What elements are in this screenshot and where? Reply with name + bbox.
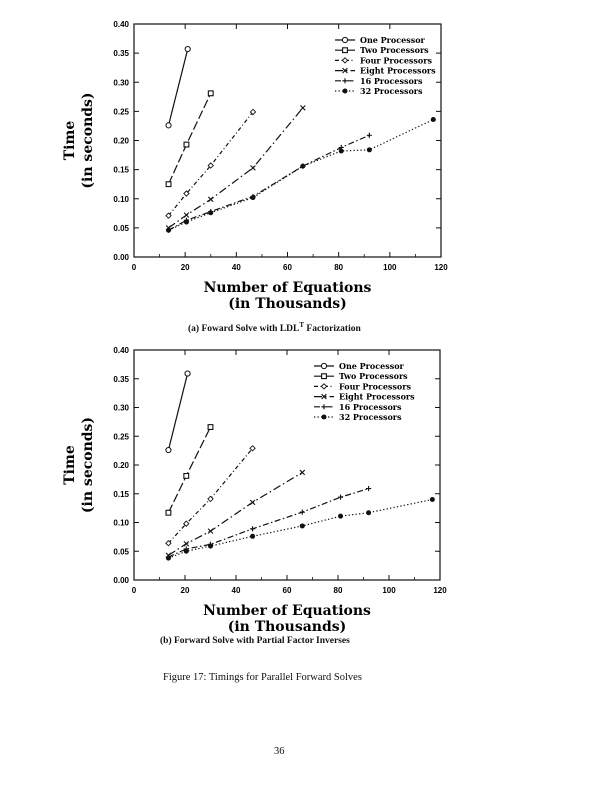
- x-tick-label: 60: [282, 586, 292, 595]
- data-point: [339, 148, 344, 153]
- data-point: [208, 529, 213, 534]
- x-tick-label: 100: [383, 263, 397, 272]
- legend-label: Eight Processors: [339, 391, 415, 402]
- data-point: [300, 510, 305, 515]
- series-line: [168, 472, 302, 555]
- series-line: [168, 374, 187, 450]
- x-tick-label: 40: [231, 263, 241, 272]
- y-tick-label: 0.35: [113, 374, 129, 384]
- y-axis-label: Time: [62, 120, 78, 161]
- data-point: [338, 514, 343, 519]
- data-point: [208, 210, 213, 215]
- chart-a: [62, 20, 448, 312]
- caption-a-superscript: T: [299, 321, 305, 329]
- y-tick-label: 0.30: [113, 78, 129, 88]
- y-tick-label: 0.15: [113, 165, 129, 175]
- x-axis-label-units: (in Thousands): [228, 296, 347, 312]
- x-tick-label: 0: [131, 586, 137, 595]
- legend-marker: [343, 48, 348, 53]
- series-32-processors: [166, 117, 436, 233]
- legend-label: 32 Processors: [360, 86, 423, 96]
- legend-label: Four Processors: [360, 55, 432, 66]
- data-point: [250, 446, 255, 451]
- data-point: [430, 497, 435, 502]
- figure-caption: Figure 17: Timings for Parallel Forward Solves: [163, 672, 362, 683]
- legend-label: Two Processors: [360, 45, 429, 56]
- data-point: [250, 195, 255, 200]
- legend-marker: [321, 384, 326, 389]
- legend-label: Two Processors: [339, 371, 408, 382]
- y-tick-label: 0.15: [113, 489, 129, 499]
- series-line: [168, 427, 210, 513]
- caption-a-suffix: Factorization: [304, 324, 361, 335]
- data-point: [184, 541, 189, 546]
- series-line: [169, 120, 434, 231]
- chart-b: [62, 346, 447, 635]
- x-tick-label: 120: [433, 586, 447, 595]
- x-tick-label: 40: [231, 586, 241, 595]
- data-point: [166, 447, 171, 452]
- x-tick-label: 20: [180, 586, 190, 595]
- data-point: [208, 544, 213, 549]
- series-eight-processors: [166, 105, 305, 230]
- data-point: [300, 105, 305, 110]
- y-tick-label: 0.20: [113, 461, 129, 470]
- legend-marker: [342, 37, 347, 42]
- x-tick-label: 20: [180, 263, 190, 272]
- y-tick-label: 0.30: [113, 403, 129, 413]
- y-tick-label: 0.25: [113, 107, 129, 117]
- data-point: [367, 133, 372, 138]
- y-tick-label: 0.10: [113, 518, 129, 528]
- data-point: [300, 164, 305, 169]
- legend-marker: [321, 404, 326, 409]
- data-point: [184, 220, 189, 225]
- series-one-processor: [166, 46, 190, 128]
- x-tick-label: 120: [434, 263, 448, 272]
- legend-label: Four Processors: [339, 381, 411, 392]
- data-point: [208, 91, 213, 96]
- y-tick-label: 0.00: [113, 253, 129, 262]
- data-point: [185, 46, 190, 51]
- series-line: [169, 108, 303, 228]
- legend-marker: [321, 363, 326, 368]
- y-tick-label: 0.20: [113, 136, 129, 146]
- x-axis-label: Number of Equations: [203, 603, 371, 619]
- x-axis-label: Number of Equations: [203, 280, 372, 296]
- data-point: [166, 510, 171, 515]
- series-line: [169, 93, 211, 184]
- caption-b-text: (b) Forward Solve with Partial Factor Inverses: [160, 636, 350, 646]
- data-point: [431, 117, 436, 122]
- data-point: [338, 495, 343, 500]
- data-point: [250, 526, 255, 531]
- y-axis-label-units: (in seconds): [80, 92, 96, 189]
- data-point: [208, 197, 213, 202]
- legend-label: Eight Processors: [360, 65, 436, 76]
- y-tick-label: 0.10: [113, 194, 129, 204]
- data-point: [250, 534, 255, 539]
- series-line: [169, 49, 188, 125]
- legend-marker: [322, 374, 327, 379]
- data-point: [184, 213, 189, 218]
- series-one-processor: [166, 371, 190, 453]
- y-tick-label: 0.35: [113, 49, 129, 59]
- x-tick-label: 100: [382, 586, 396, 595]
- legend-marker: [322, 415, 327, 420]
- y-tick-label: 0.05: [113, 223, 129, 233]
- series-four-processors: [166, 109, 256, 218]
- x-axis-label-units: (in Thousands): [227, 619, 347, 635]
- y-tick-label: 0.25: [113, 432, 129, 442]
- legend-label: One Processor: [360, 35, 425, 45]
- x-tick-label: 0: [131, 263, 137, 272]
- x-tick-label: 80: [333, 586, 343, 595]
- x-tick-label: 60: [283, 263, 292, 272]
- data-point: [166, 182, 171, 187]
- series-eight-processors: [166, 470, 305, 558]
- page-number: 36: [274, 746, 285, 757]
- series-16-processors: [166, 486, 371, 560]
- legend-marker: [342, 78, 347, 83]
- y-tick-label: 0.40: [113, 346, 129, 355]
- legend-label: 16 Processors: [339, 401, 402, 412]
- data-point: [184, 549, 189, 554]
- data-point: [300, 523, 305, 528]
- legend-label: 32 Processors: [339, 412, 402, 422]
- data-point: [166, 228, 171, 233]
- series-two-processors: [166, 425, 213, 515]
- legend-marker: [342, 58, 347, 63]
- caption-a-text: (a) Foward Solve with LDL: [188, 324, 300, 335]
- data-point: [184, 142, 189, 147]
- x-tick-label: 80: [334, 263, 344, 272]
- y-axis-label-units: (in seconds): [80, 416, 96, 514]
- data-point: [367, 147, 372, 152]
- data-point: [366, 510, 371, 515]
- caption-b: [160, 636, 350, 646]
- data-point: [208, 425, 213, 430]
- legend-label: 16 Processors: [360, 75, 423, 86]
- y-tick-label: 0.00: [113, 576, 129, 585]
- data-point: [166, 123, 171, 128]
- data-point: [166, 556, 171, 561]
- data-point: [300, 470, 305, 475]
- y-tick-label: 0.05: [113, 547, 129, 557]
- legend-marker: [343, 89, 348, 94]
- data-point: [366, 486, 371, 491]
- y-tick-label: 0.40: [113, 20, 129, 29]
- series-line: [168, 489, 368, 557]
- series-32-processors: [166, 497, 435, 561]
- data-point: [185, 371, 190, 376]
- legend-label: One Processor: [339, 361, 404, 371]
- data-point: [184, 474, 189, 479]
- series-16-processors: [166, 133, 372, 233]
- y-axis-label: Time: [62, 445, 78, 485]
- data-point: [250, 500, 255, 505]
- caption-a: [188, 321, 361, 334]
- data-point: [251, 165, 256, 170]
